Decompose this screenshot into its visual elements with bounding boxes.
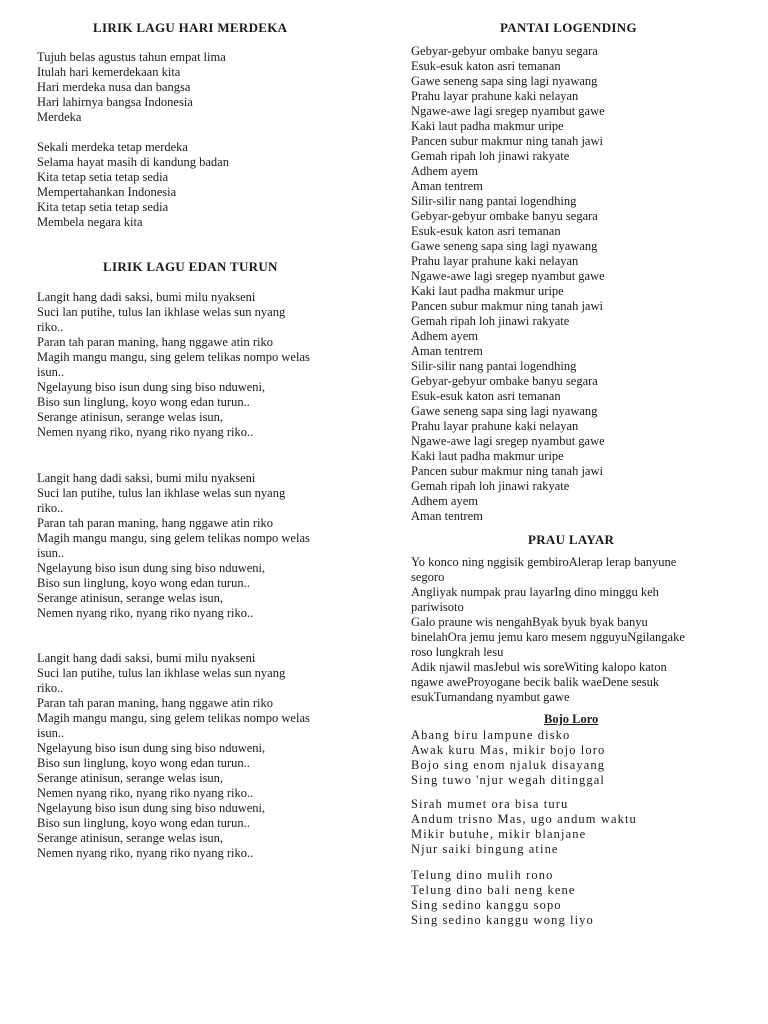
lyric-line: Prahu layar prahune kaki nelayan bbox=[411, 254, 579, 268]
lyric-line: Andum trisno Mas, ugo andum waktu bbox=[411, 812, 637, 826]
lyric-line: Ngelayung biso isun dung sing biso nduweni, bbox=[37, 741, 266, 755]
lyric-line: Gawe seneng sapa sing lagi nyawang bbox=[411, 74, 598, 88]
lyric-line: Gawe seneng sapa sing lagi nyawang bbox=[411, 239, 598, 253]
lyric-line: Membela negara kita bbox=[37, 215, 143, 229]
lyric-line: Hari merdeka nusa dan bangsa bbox=[37, 80, 191, 94]
lyric-line: Aman tentrem bbox=[411, 344, 483, 358]
lyric-line: Hari lahirnya bangsa Indonesia bbox=[37, 95, 193, 109]
bojo-loro-stanza-2 bbox=[411, 797, 637, 857]
lyric-line: Silir-silir nang pantai logendhing bbox=[411, 194, 577, 208]
lyric-line: Gebyar-gebyur ombake banyu segara bbox=[411, 209, 598, 223]
lyric-line: Sirah mumet ora bisa turu bbox=[411, 797, 569, 811]
lyric-line: Suci lan putihe, tulus lan ikhlase welas sun nyang bbox=[37, 666, 286, 680]
pantai-logending-title: PANTAI LOGENDING bbox=[500, 20, 637, 35]
lyric-line: Magih mangu mangu, sing gelem telikas nompo welas bbox=[37, 711, 310, 725]
lyric-line: Biso sun linglung, koyo wong edan turun.. bbox=[37, 395, 250, 409]
edan-turun-verse-3 bbox=[37, 651, 310, 861]
prau-layar-title: PRAU LAYAR bbox=[528, 532, 615, 547]
lyric-line: Serange atinisun, serange welas isun, bbox=[37, 771, 224, 785]
lyric-line: Adik njawil masJebul wis soreWiting kalopo katon bbox=[411, 660, 667, 674]
lyric-line: roso lungkrah lesu bbox=[411, 645, 504, 659]
lyric-line: Ngawe-awe lagi sregep nyambut gawe bbox=[411, 104, 605, 118]
lyric-line: Nemen nyang riko, nyang riko nyang riko.. bbox=[37, 846, 254, 860]
lyric-line: Adhem ayem bbox=[411, 329, 478, 343]
hari-merdeka-lyrics bbox=[37, 50, 229, 230]
stanza-break bbox=[37, 125, 229, 140]
lyric-line: Paran tah paran maning, hang nggawe atin riko bbox=[37, 696, 274, 710]
lyric-line: Aman tentrem bbox=[411, 179, 483, 193]
lyric-line: Abang biru lampune disko bbox=[411, 728, 571, 742]
lyric-line: riko.. bbox=[37, 681, 64, 695]
lyric-line: Awak kuru Mas, mikir bojo loro bbox=[411, 743, 606, 757]
lyric-line: Itulah hari kemerdekaan kita bbox=[37, 65, 181, 79]
lyric-line: Prahu layar prahune kaki nelayan bbox=[411, 419, 579, 433]
lyric-line: Biso sun linglung, koyo wong edan turun.. bbox=[37, 756, 250, 770]
lyric-line: Serange atinisun, serange welas isun, bbox=[37, 591, 224, 605]
lyric-line: Yo konco ning nggisik gembiroAlerap lerap banyune bbox=[411, 555, 677, 569]
lyric-line: Gemah ripah loh jinawi rakyate bbox=[411, 149, 570, 163]
lyric-line: Suci lan putihe, tulus lan ikhlase welas sun nyang bbox=[37, 486, 286, 500]
lyric-line: Esuk-esuk katon asri temanan bbox=[411, 59, 561, 73]
lyric-line: Ngelayung biso isun dung sing biso nduweni, bbox=[37, 380, 266, 394]
lyric-line: Mikir butuhe, mikir blanjane bbox=[411, 827, 587, 841]
lyric-line: Serange atinisun, serange welas isun, bbox=[37, 831, 224, 845]
pantai-logending-lyrics bbox=[411, 44, 605, 524]
lyric-line: Telung dino bali neng kene bbox=[411, 883, 576, 897]
lyric-line: Pancen subur makmur ning tanah jawi bbox=[411, 134, 603, 148]
lyric-line: ngawe aweProyogane becik balik waeDene sesuk bbox=[411, 675, 660, 689]
lyric-line: Langit hang dadi saksi, bumi milu nyakseni bbox=[37, 471, 256, 485]
lyric-line: isun.. bbox=[37, 546, 65, 560]
lyric-line: Aman tentrem bbox=[411, 509, 483, 523]
lyric-line: Sekali merdeka tetap merdeka bbox=[37, 140, 188, 154]
lyric-line: Ngawe-awe lagi sregep nyambut gawe bbox=[411, 269, 605, 283]
lyric-line: Tujuh belas agustus tahun empat lima bbox=[37, 50, 226, 64]
edan-turun-verse-1 bbox=[37, 290, 310, 440]
lyric-line: Galo praune wis nengahByak byuk byak banyu bbox=[411, 615, 648, 629]
edan-turun-verse-2 bbox=[37, 471, 310, 621]
lyric-line: Nemen nyang riko, nyang riko nyang riko.. bbox=[37, 606, 254, 620]
lyric-line: Kaki laut padha makmur uripe bbox=[411, 119, 564, 133]
lyric-line: segoro bbox=[411, 570, 445, 584]
lyric-line: Njur saiki bingung atine bbox=[411, 842, 559, 856]
lyric-line: Sing sedino kanggu sopo bbox=[411, 898, 562, 912]
lyric-line: pariwisoto bbox=[411, 600, 464, 614]
lyric-line: Biso sun linglung, koyo wong edan turun.. bbox=[37, 576, 250, 590]
lyric-line: Selama hayat masih di kandung badan bbox=[37, 155, 229, 169]
lyric-line: Kita tetap setia tetap sedia bbox=[37, 170, 169, 184]
edan-turun-title: LIRIK LAGU EDAN TURUN bbox=[103, 259, 278, 274]
lyric-line: Biso sun linglung, koyo wong edan turun.. bbox=[37, 816, 250, 830]
lyric-line: Prahu layar prahune kaki nelayan bbox=[411, 89, 579, 103]
lyric-line: Langit hang dadi saksi, bumi milu nyakseni bbox=[37, 651, 256, 665]
lyric-line: Langit hang dadi saksi, bumi milu nyakseni bbox=[37, 290, 256, 304]
lyric-line: Merdeka bbox=[37, 110, 82, 124]
lyric-line: Ngawe-awe lagi sregep nyambut gawe bbox=[411, 434, 605, 448]
lyric-line: Magih mangu mangu, sing gelem telikas nompo welas bbox=[37, 350, 310, 364]
lyric-line: Esuk-esuk katon asri temanan bbox=[411, 224, 561, 238]
lyric-line: Gebyar-gebyur ombake banyu segara bbox=[411, 374, 598, 388]
lyric-line: Gawe seneng sapa sing lagi nyawang bbox=[411, 404, 598, 418]
lyric-line: Angliyak numpak prau layarIng dino minggu keh bbox=[411, 585, 659, 599]
lyric-line: Suci lan putihe, tulus lan ikhlase welas sun nyang bbox=[37, 305, 286, 319]
lyric-line: isun.. bbox=[37, 726, 65, 740]
lyric-line: Kaki laut padha makmur uripe bbox=[411, 284, 564, 298]
lyric-line: Kaki laut padha makmur uripe bbox=[411, 449, 564, 463]
lyric-line: Gebyar-gebyur ombake banyu segara bbox=[411, 44, 598, 58]
prau-layar-lyrics bbox=[411, 555, 746, 705]
bojo-loro-stanza-3 bbox=[411, 868, 594, 928]
lyric-line: riko.. bbox=[37, 501, 64, 515]
lyric-line: Paran tah paran maning, hang nggawe atin riko bbox=[37, 516, 274, 530]
lyric-line: Pancen subur makmur ning tanah jawi bbox=[411, 464, 603, 478]
hari-merdeka-title: LIRIK LAGU HARI MERDEKA bbox=[93, 20, 288, 35]
lyric-line: Pancen subur makmur ning tanah jawi bbox=[411, 299, 603, 313]
lyric-line: binelahOra jemu jemu karo mesem ngguyuNgilangake bbox=[411, 630, 685, 644]
lyric-line: Magih mangu mangu, sing gelem telikas nompo welas bbox=[37, 531, 310, 545]
lyric-line: isun.. bbox=[37, 365, 65, 379]
lyric-line: riko.. bbox=[37, 320, 64, 334]
lyric-line: Silir-silir nang pantai logendhing bbox=[411, 359, 577, 373]
lyric-line: Mempertahankan Indonesia bbox=[37, 185, 177, 199]
lyric-line: Bojo sing enom njaluk disayang bbox=[411, 758, 606, 772]
lyric-line: Paran tah paran maning, hang nggawe atin riko bbox=[37, 335, 274, 349]
lyric-line: Ngelayung biso isun dung sing biso nduweni, bbox=[37, 801, 266, 815]
lyric-line: esukTumandang nyambut gawe bbox=[411, 690, 570, 704]
lyric-line: Kita tetap setia tetap sedia bbox=[37, 200, 169, 214]
lyric-line: Esuk-esuk katon asri temanan bbox=[411, 389, 561, 403]
lyric-line: Gemah ripah loh jinawi rakyate bbox=[411, 314, 570, 328]
lyric-line: Adhem ayem bbox=[411, 494, 478, 508]
lyric-line: Telung dino mulih rono bbox=[411, 868, 554, 882]
lyric-line: Sing tuwo 'njur wegah ditinggal bbox=[411, 773, 605, 787]
bojo-loro-stanza-1 bbox=[411, 728, 605, 788]
bojo-loro-title: Bojo Loro bbox=[544, 712, 599, 726]
lyric-line: Ngelayung biso isun dung sing biso nduweni, bbox=[37, 561, 266, 575]
lyric-line: Sing sedino kanggu wong liyo bbox=[411, 913, 594, 927]
lyric-line: Nemen nyang riko, nyang riko nyang riko.. bbox=[37, 786, 254, 800]
lyric-line: Adhem ayem bbox=[411, 164, 478, 178]
lyric-line: Gemah ripah loh jinawi rakyate bbox=[411, 479, 570, 493]
lyric-line: Nemen nyang riko, nyang riko nyang riko.. bbox=[37, 425, 254, 439]
lyric-line: Serange atinisun, serange welas isun, bbox=[37, 410, 224, 424]
